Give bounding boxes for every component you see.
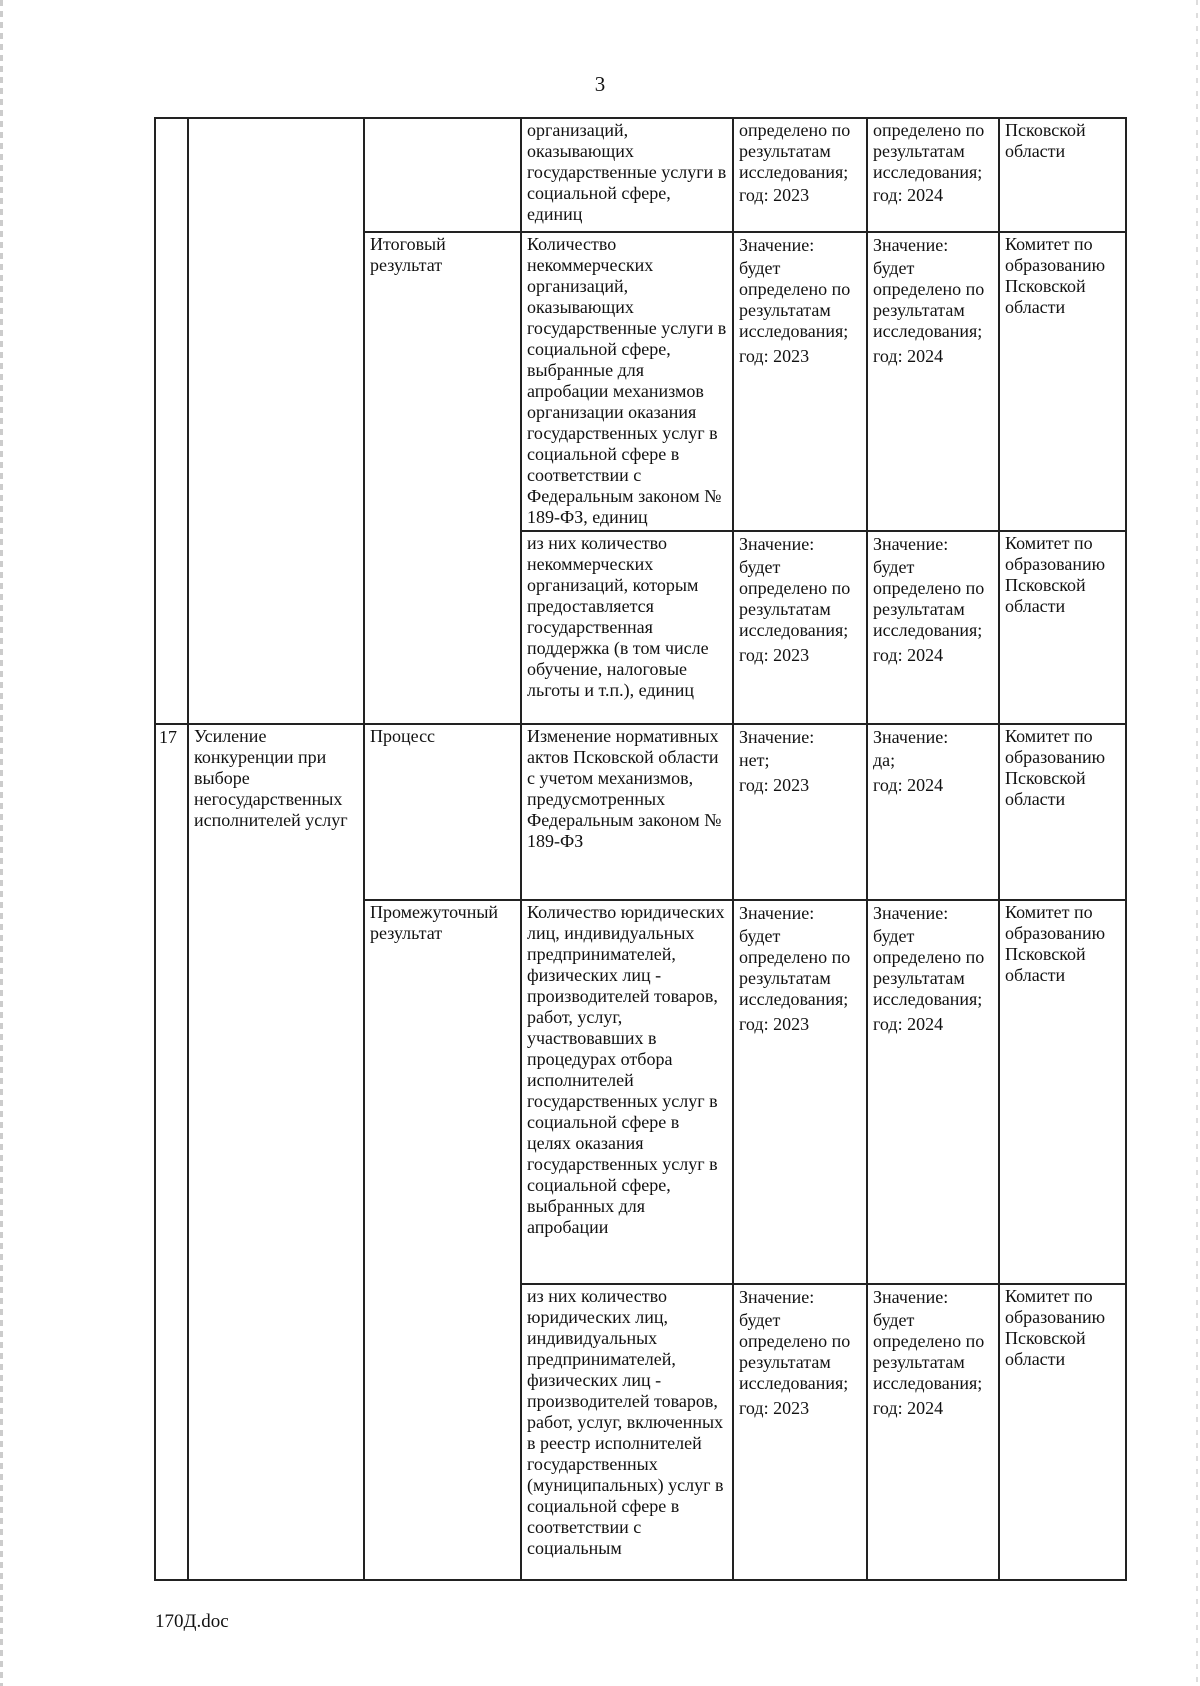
value-label: Значение:: [739, 534, 815, 554]
value-2024-cell: [867, 531, 999, 724]
num-cell-empty: [155, 118, 188, 724]
row-number-cell: 17: [155, 724, 188, 1580]
responsible-cell: Комитет по образованию Псковской области: [999, 1284, 1126, 1580]
value-label: Значение:: [739, 903, 815, 923]
value-label: Значение:: [739, 727, 815, 747]
responsible-cell: Псковской области: [999, 118, 1126, 232]
indicator-cell: Количество некоммерческих организаций, оказывающих государственные услуги в социальной сфере, выбранные для апробации механизмов организации оказания государственных услуг в социальной сфере в соответствии с Федеральным законом № 189-ФЗ, единиц: [521, 232, 733, 531]
value-text: будет определено по результатам исследования;: [739, 258, 851, 341]
value-label: Значение:: [873, 1287, 949, 1307]
value-2023-cell: [733, 118, 867, 232]
year-text: год: 2024: [873, 1398, 944, 1418]
file-name-footer: 170Д.doc: [155, 1611, 229, 1632]
value-2024-cell: [867, 232, 999, 531]
responsible-cell: Комитет по образованию Псковской области: [999, 232, 1126, 531]
measures-table: [154, 117, 1127, 1581]
value-2023-cell: [733, 1284, 867, 1580]
type-cell-empty: [364, 118, 521, 232]
responsible-cell: Комитет по образованию Псковской области: [999, 900, 1126, 1284]
value-text: будет определено по результатам исследования;: [873, 926, 985, 1009]
measure-cell-empty: [188, 118, 364, 724]
measure-cell: Усиление конкуренции при выборе негосударственных исполнителей услуг: [188, 724, 364, 1580]
value-2024-cell: [867, 724, 999, 900]
value-text: определено по результатам исследования;: [739, 120, 851, 182]
value-text: будет определено по результатам исследования;: [739, 557, 851, 640]
year-text: год: 2024: [873, 645, 944, 665]
value-2024-cell: [867, 118, 999, 232]
indicator-cell: организаций, оказывающих государственные услуги в социальной сфере, единиц: [521, 118, 733, 232]
value-label: Значение:: [739, 235, 815, 255]
year-text: год: 2023: [739, 346, 810, 366]
scan-edge-left: [0, 0, 3, 1686]
responsible-cell: Комитет по образованию Псковской области: [999, 531, 1126, 724]
value-text: нет;: [739, 750, 770, 770]
value-2023-cell: [733, 724, 867, 900]
value-text: будет определено по результатам исследования;: [873, 1310, 985, 1393]
value-2024-cell: [867, 1284, 999, 1580]
indicator-cell: из них количество юридических лиц, индивидуальных предпринимателей, физических лиц - производителей товаров, работ, услуг, включенных в реестр исполнителей государственных (муниципальных) услуг в социальной сфере в соответствии с социальным: [521, 1284, 733, 1580]
year-text: год: 2024: [873, 1014, 944, 1034]
value-text: будет определено по результатам исследования;: [873, 258, 985, 341]
value-2023-cell: [733, 900, 867, 1284]
year-text: год: 2024: [873, 346, 944, 366]
value-label: Значение:: [873, 235, 949, 255]
value-2023-cell: [733, 232, 867, 531]
scan-edge-right: [1196, 0, 1198, 1686]
year-text: год: 2023: [739, 1014, 810, 1034]
year-text: год: 2024: [873, 185, 944, 205]
indicator-cell: Изменение нормативных актов Псковской области с учетом механизмов, предусмотренных Федеральным законом № 189-ФЗ: [521, 724, 733, 900]
year-text: год: 2024: [873, 775, 944, 795]
year-text: год: 2023: [739, 775, 810, 795]
value-2023-cell: [733, 531, 867, 724]
value-text: будет определено по результатам исследования;: [739, 1310, 851, 1393]
indicator-cell: Количество юридических лиц, индивидуальных предпринимателей, физических лиц - производителей товаров, работ, услуг, участвовавших в процедурах отбора исполнителей государственных услуг в социальной сфере в целях оказания государственных услуг в социальной сфере, выбранных для апробации: [521, 900, 733, 1284]
value-text: определено по результатам исследования;: [873, 120, 985, 182]
type-cell: Итоговый результат: [364, 232, 521, 724]
value-label: Значение:: [873, 727, 949, 747]
indicator-cell: из них количество некоммерческих организаций, которым предоставляется государственная поддержка (в том числе обучение, налоговые льготы и т.п.), единиц: [521, 531, 733, 724]
year-text: год: 2023: [739, 1398, 810, 1418]
responsible-cell: Комитет по образованию Псковской области: [999, 724, 1126, 900]
type-cell: Промежуточный результат: [364, 900, 521, 1580]
value-text: да;: [873, 750, 896, 770]
value-text: будет определено по результатам исследования;: [739, 926, 851, 1009]
value-text: будет определено по результатам исследования;: [873, 557, 985, 640]
value-2024-cell: [867, 900, 999, 1284]
page-number: 3: [594, 72, 606, 96]
table-row: [155, 724, 1126, 900]
value-label: Значение:: [739, 1287, 815, 1307]
value-label: Значение:: [873, 534, 949, 554]
table-row: [155, 118, 1126, 232]
type-cell: Процесс: [364, 724, 521, 900]
year-text: год: 2023: [739, 645, 810, 665]
value-label: Значение:: [873, 903, 949, 923]
year-text: год: 2023: [739, 185, 810, 205]
